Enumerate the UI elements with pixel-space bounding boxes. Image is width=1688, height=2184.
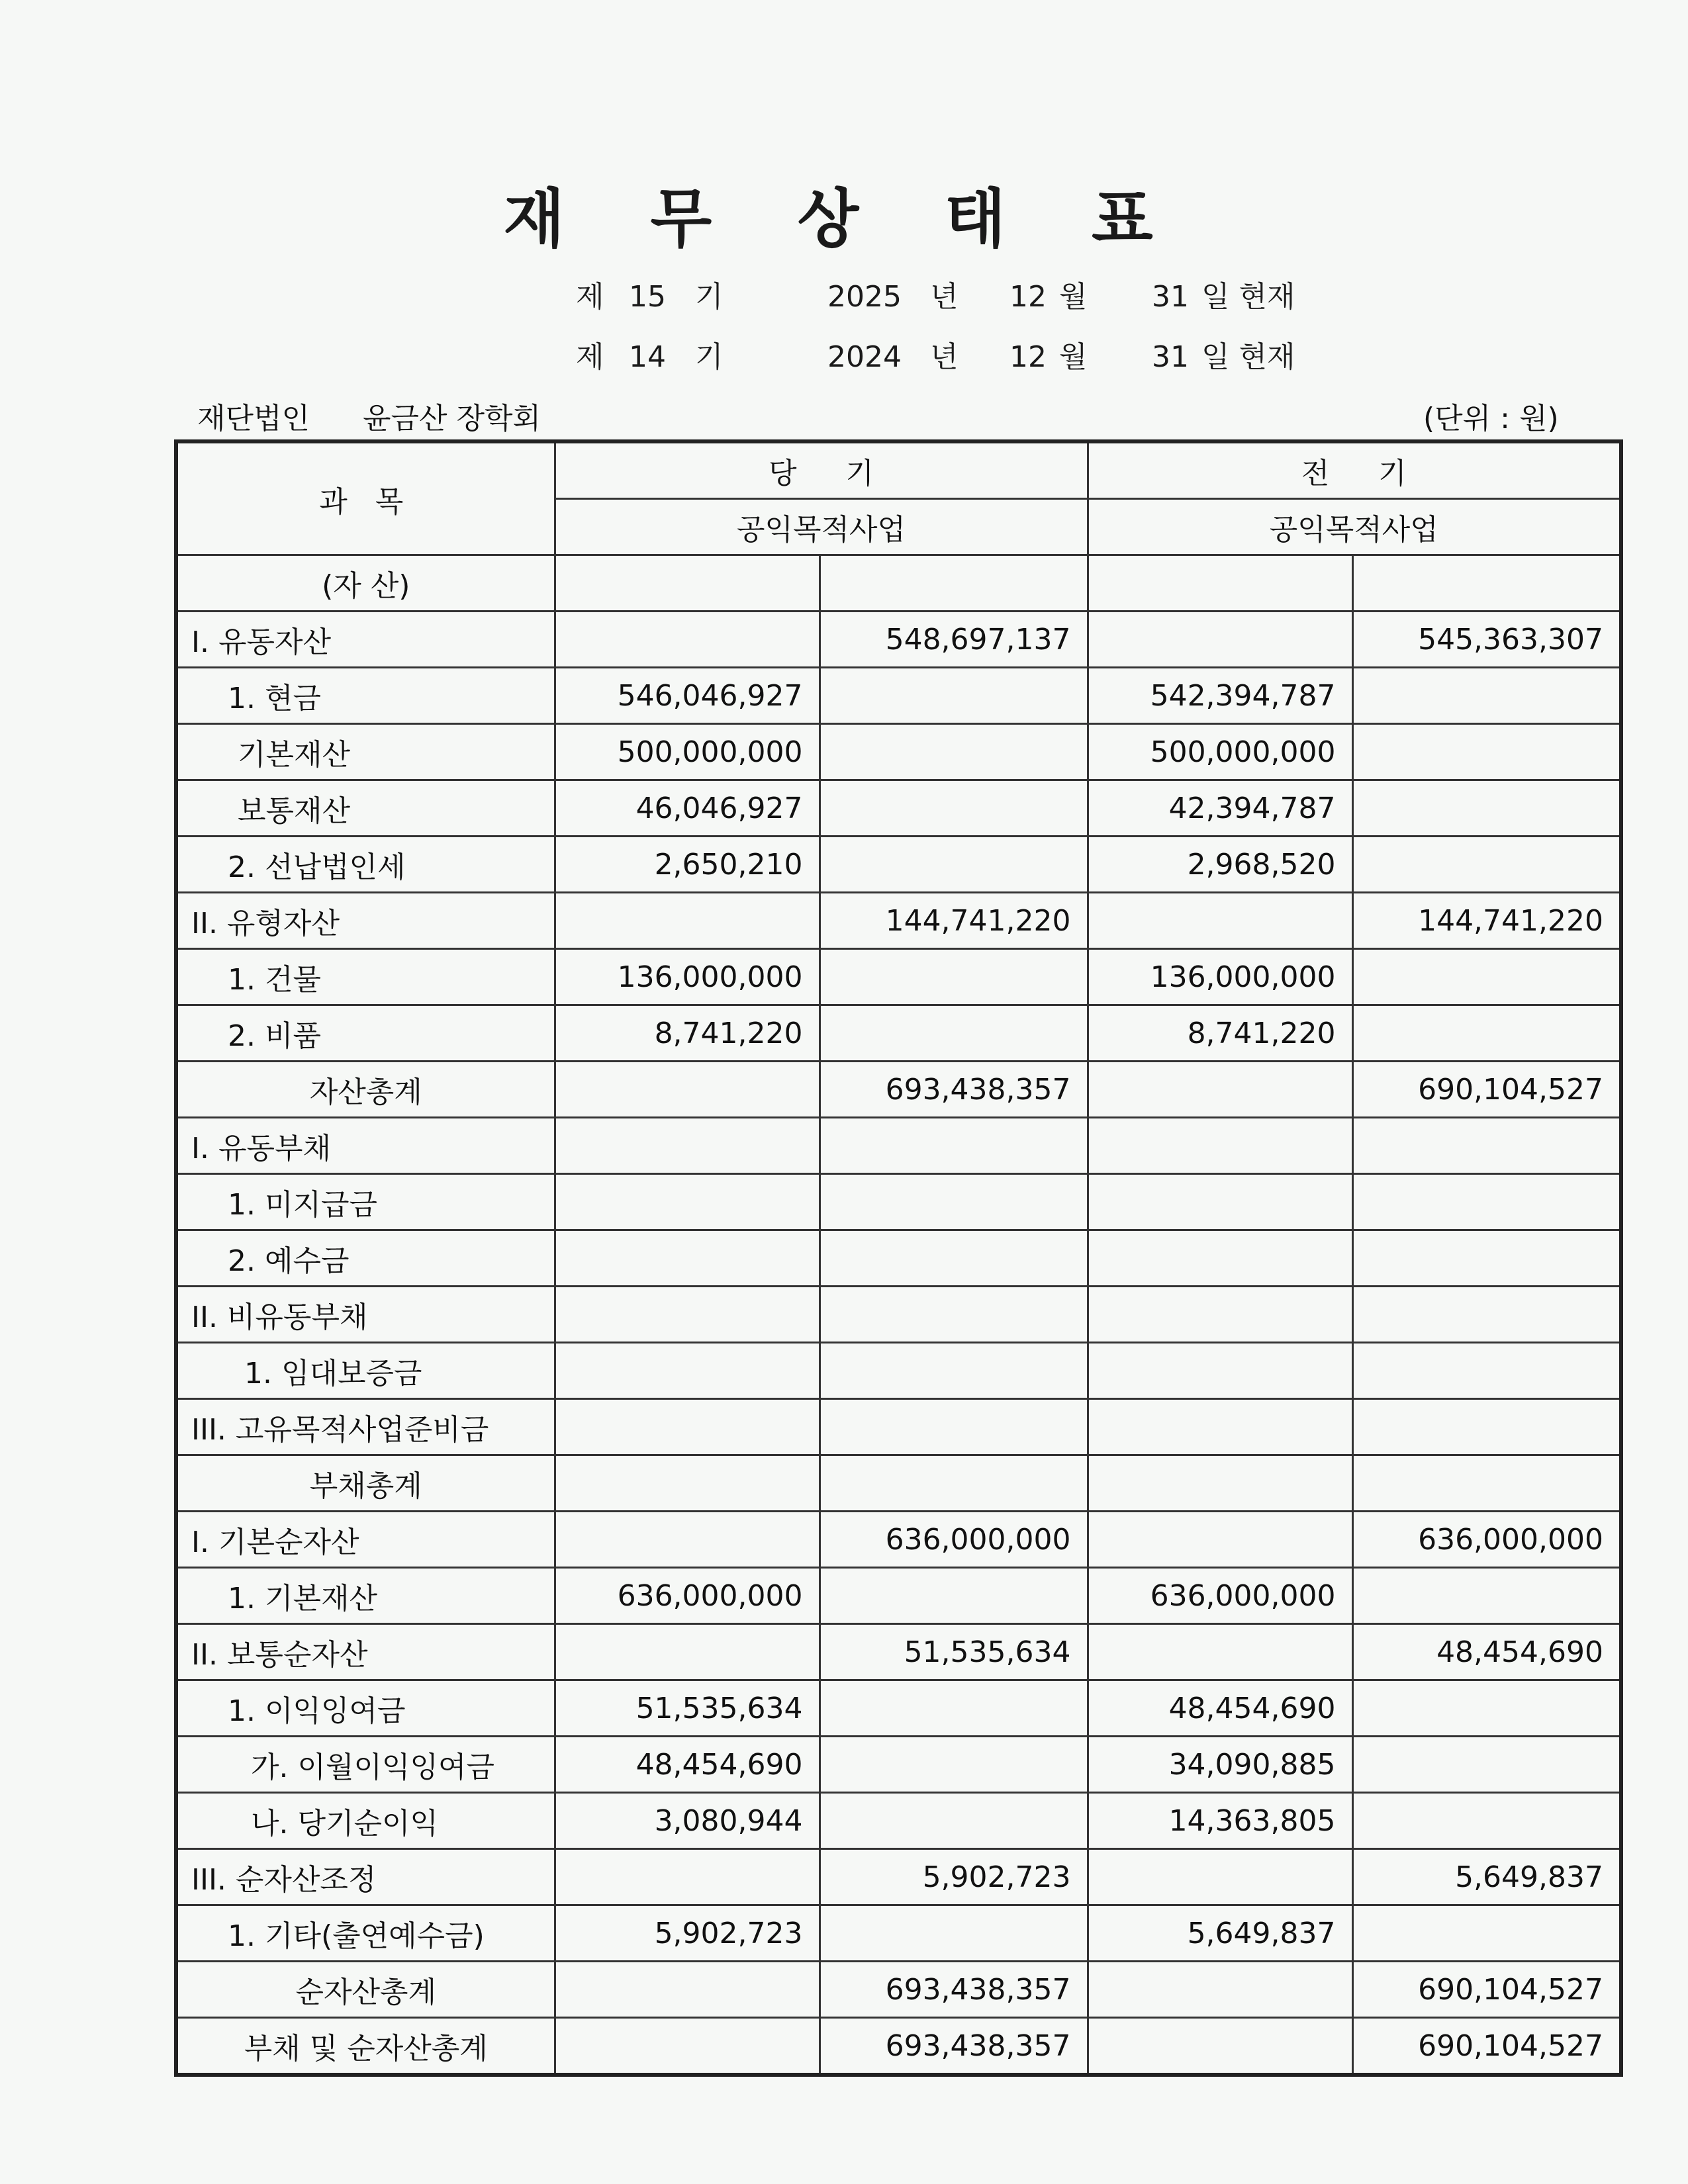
header-previous-sub: 공익목적사업 bbox=[1088, 499, 1621, 555]
table-row bbox=[176, 1568, 1621, 1624]
amount-c1 bbox=[555, 1174, 820, 1230]
amount-c1: 48,454,690 bbox=[555, 1737, 820, 1793]
amount-c1: 546,046,927 bbox=[555, 668, 820, 724]
amount-c1 bbox=[555, 1343, 820, 1399]
row-label: 기본재산 bbox=[176, 724, 555, 780]
amount-p2 bbox=[1352, 1287, 1621, 1343]
amount-p2 bbox=[1352, 1793, 1621, 1849]
period-day: 31 bbox=[1152, 340, 1189, 374]
amount-c2 bbox=[820, 724, 1088, 780]
amount-c2 bbox=[820, 949, 1088, 1005]
amount-p2 bbox=[1352, 1343, 1621, 1399]
amount-c2 bbox=[820, 1680, 1088, 1737]
period-gi: 기 bbox=[695, 340, 724, 374]
amount-p1 bbox=[1088, 893, 1352, 949]
amount-p2 bbox=[1352, 1905, 1621, 1962]
amount-c1 bbox=[555, 1230, 820, 1287]
amount-p1: 14,363,805 bbox=[1088, 1793, 1352, 1849]
amount-p1: 136,000,000 bbox=[1088, 949, 1352, 1005]
period-number: 15 bbox=[629, 280, 666, 314]
row-label: 2. 비품 bbox=[176, 1005, 555, 1062]
table-row bbox=[176, 1399, 1621, 1455]
amount-p2 bbox=[1352, 837, 1621, 893]
amount-c2: 693,438,357 bbox=[820, 1962, 1088, 2018]
amount-p1 bbox=[1088, 1849, 1352, 1905]
organization bbox=[197, 394, 541, 437]
period-year: 2024 bbox=[827, 340, 902, 374]
period-suffix: 일 현재 bbox=[1201, 280, 1295, 314]
amount-c1: 8,741,220 bbox=[555, 1005, 820, 1062]
table-row bbox=[176, 668, 1621, 724]
amount-p2 bbox=[1352, 1174, 1621, 1230]
period-je: 제 bbox=[576, 340, 604, 374]
amount-p1: 5,649,837 bbox=[1088, 1905, 1352, 1962]
table-row bbox=[176, 1737, 1621, 1793]
table-row bbox=[176, 1118, 1621, 1174]
amount-c2 bbox=[820, 1568, 1088, 1624]
amount-p2: 690,104,527 bbox=[1352, 1962, 1621, 2018]
table-row bbox=[176, 1793, 1621, 1849]
row-label: 1. 이익잉여금 bbox=[176, 1680, 555, 1737]
amount-p2 bbox=[1352, 668, 1621, 724]
period-je: 제 bbox=[576, 280, 604, 314]
amount-p1 bbox=[1088, 1455, 1352, 1512]
header-subject: 과 목 bbox=[176, 441, 555, 555]
amount-c1 bbox=[555, 555, 820, 612]
amount-c1 bbox=[555, 1624, 820, 1680]
amount-p2 bbox=[1352, 1455, 1621, 1512]
amount-c2: 693,438,357 bbox=[820, 1062, 1088, 1118]
header-previous: 전 기 bbox=[1088, 441, 1621, 499]
amount-p1 bbox=[1088, 1962, 1352, 2018]
amount-p2 bbox=[1352, 555, 1621, 612]
amount-c2 bbox=[820, 1399, 1088, 1455]
amount-p1 bbox=[1088, 1512, 1352, 1568]
row-label: 나. 당기순이익 bbox=[176, 1793, 555, 1849]
amount-c1 bbox=[555, 1455, 820, 1512]
amount-p2: 144,741,220 bbox=[1352, 893, 1621, 949]
amount-c2 bbox=[820, 1287, 1088, 1343]
amount-p1 bbox=[1088, 1343, 1352, 1399]
amount-c2 bbox=[820, 555, 1088, 612]
row-label: 2. 예수금 bbox=[176, 1230, 555, 1287]
amount-p1 bbox=[1088, 612, 1352, 668]
amount-c1 bbox=[555, 1512, 820, 1568]
row-label: II. 비유동부채 bbox=[176, 1287, 555, 1343]
amount-p1: 34,090,885 bbox=[1088, 1737, 1352, 1793]
table-row bbox=[176, 1455, 1621, 1512]
amount-c1: 636,000,000 bbox=[555, 1568, 820, 1624]
amount-p2 bbox=[1352, 1680, 1621, 1737]
amount-p1: 500,000,000 bbox=[1088, 724, 1352, 780]
table-row bbox=[176, 1174, 1621, 1230]
amount-c2: 5,902,723 bbox=[820, 1849, 1088, 1905]
amount-c2 bbox=[820, 668, 1088, 724]
amount-c1: 51,535,634 bbox=[555, 1680, 820, 1737]
period-year: 2025 bbox=[827, 280, 902, 314]
period-gi: 기 bbox=[695, 280, 724, 314]
amount-p1 bbox=[1088, 1174, 1352, 1230]
period-month: 12 bbox=[1009, 340, 1047, 374]
table-row bbox=[176, 1905, 1621, 1962]
row-label: 1. 건물 bbox=[176, 949, 555, 1005]
amount-c2 bbox=[820, 1455, 1088, 1512]
amount-c2: 51,535,634 bbox=[820, 1624, 1088, 1680]
amount-p1 bbox=[1088, 1062, 1352, 1118]
row-label: 2. 선납법인세 bbox=[176, 837, 555, 893]
amount-c1 bbox=[555, 1849, 820, 1905]
amount-p2: 690,104,527 bbox=[1352, 1062, 1621, 1118]
row-label: 1. 기타(출연예수금) bbox=[176, 1905, 555, 1962]
table-row bbox=[176, 612, 1621, 668]
table-row bbox=[176, 1680, 1621, 1737]
header-current: 당 기 bbox=[555, 441, 1088, 499]
period-previous bbox=[576, 333, 1295, 375]
amount-c1 bbox=[555, 1062, 820, 1118]
amount-p2: 48,454,690 bbox=[1352, 1624, 1621, 1680]
org-name: 윤금산 장학회 bbox=[363, 402, 541, 435]
table-row bbox=[176, 2018, 1621, 2075]
amount-p1: 542,394,787 bbox=[1088, 668, 1352, 724]
amount-c2 bbox=[820, 780, 1088, 837]
period-nyeon: 년 bbox=[930, 280, 959, 314]
amount-c2 bbox=[820, 1174, 1088, 1230]
period-wol: 월 bbox=[1059, 340, 1088, 374]
amount-c2 bbox=[820, 1793, 1088, 1849]
amount-p2 bbox=[1352, 949, 1621, 1005]
table-row bbox=[176, 893, 1621, 949]
amount-p1 bbox=[1088, 1624, 1352, 1680]
row-label: 가. 이월이익잉여금 bbox=[176, 1737, 555, 1793]
amount-c1 bbox=[555, 1399, 820, 1455]
amount-p1 bbox=[1088, 1399, 1352, 1455]
amount-c1 bbox=[555, 612, 820, 668]
table-row bbox=[176, 555, 1621, 612]
row-label: 1. 현금 bbox=[176, 668, 555, 724]
row-label: 1. 미지급금 bbox=[176, 1174, 555, 1230]
amount-p2 bbox=[1352, 1118, 1621, 1174]
amount-c2 bbox=[820, 1905, 1088, 1962]
amount-c1: 500,000,000 bbox=[555, 724, 820, 780]
unit-label: (단위 : 원) bbox=[1423, 402, 1559, 435]
period-current bbox=[576, 273, 1295, 315]
period-day: 31 bbox=[1152, 280, 1189, 314]
amount-c2: 636,000,000 bbox=[820, 1512, 1088, 1568]
table-row bbox=[176, 1962, 1621, 2018]
period-wol: 월 bbox=[1059, 280, 1088, 314]
amount-c2 bbox=[820, 837, 1088, 893]
amount-c1: 5,902,723 bbox=[555, 1905, 820, 1962]
amount-c2: 144,741,220 bbox=[820, 893, 1088, 949]
period-month: 12 bbox=[1009, 280, 1047, 314]
page-title: 재 무 상 태 표 bbox=[503, 182, 1185, 256]
amount-p1 bbox=[1088, 555, 1352, 612]
amount-c2 bbox=[820, 1230, 1088, 1287]
row-label: III. 순자산조정 bbox=[176, 1849, 555, 1905]
header-current-sub: 공익목적사업 bbox=[555, 499, 1088, 555]
amount-p2 bbox=[1352, 724, 1621, 780]
amount-p2 bbox=[1352, 780, 1621, 837]
amount-c1: 2,650,210 bbox=[555, 837, 820, 893]
row-label: III. 고유목적사업준비금 bbox=[176, 1399, 555, 1455]
amount-p1: 48,454,690 bbox=[1088, 1680, 1352, 1737]
row-label: (자 산) bbox=[176, 555, 555, 612]
table-row bbox=[176, 949, 1621, 1005]
amount-p2 bbox=[1352, 1005, 1621, 1062]
amount-c1 bbox=[555, 1287, 820, 1343]
amount-p1: 2,968,520 bbox=[1088, 837, 1352, 893]
row-label: 1. 기본재산 bbox=[176, 1568, 555, 1624]
amount-c1: 136,000,000 bbox=[555, 949, 820, 1005]
row-label: 부채총계 bbox=[176, 1455, 555, 1512]
amount-p1 bbox=[1088, 1230, 1352, 1287]
amount-p1 bbox=[1088, 1118, 1352, 1174]
row-label: I. 기본순자산 bbox=[176, 1512, 555, 1568]
amount-p2: 5,649,837 bbox=[1352, 1849, 1621, 1905]
amount-p2: 690,104,527 bbox=[1352, 2018, 1621, 2075]
row-label: II. 유형자산 bbox=[176, 893, 555, 949]
amount-c2 bbox=[820, 1737, 1088, 1793]
balance-sheet-table bbox=[174, 439, 1623, 2077]
amount-c1: 3,080,944 bbox=[555, 1793, 820, 1849]
amount-c1: 46,046,927 bbox=[555, 780, 820, 837]
table-row bbox=[176, 1005, 1621, 1062]
amount-c2 bbox=[820, 1343, 1088, 1399]
amount-p2 bbox=[1352, 1230, 1621, 1287]
table-row bbox=[176, 1343, 1621, 1399]
row-label: I. 유동자산 bbox=[176, 612, 555, 668]
amount-c2: 548,697,137 bbox=[820, 612, 1088, 668]
amount-c1 bbox=[555, 2018, 820, 2075]
table-row bbox=[176, 1624, 1621, 1680]
table-row bbox=[176, 1849, 1621, 1905]
amount-c1 bbox=[555, 893, 820, 949]
table-row bbox=[176, 1062, 1621, 1118]
row-label: II. 보통순자산 bbox=[176, 1624, 555, 1680]
amount-p2 bbox=[1352, 1399, 1621, 1455]
period-nyeon: 년 bbox=[930, 340, 959, 374]
amount-p1: 636,000,000 bbox=[1088, 1568, 1352, 1624]
amount-c1 bbox=[555, 1962, 820, 2018]
table-row bbox=[176, 780, 1621, 837]
row-label: 부채 및 순자산총계 bbox=[176, 2018, 555, 2075]
amount-p2: 636,000,000 bbox=[1352, 1512, 1621, 1568]
amount-c1 bbox=[555, 1118, 820, 1174]
period-suffix: 일 현재 bbox=[1201, 340, 1295, 374]
amount-c2: 693,438,357 bbox=[820, 2018, 1088, 2075]
table-row bbox=[176, 724, 1621, 780]
org-type: 재단법인 bbox=[197, 402, 310, 435]
table-row bbox=[176, 1230, 1621, 1287]
amount-p2 bbox=[1352, 1568, 1621, 1624]
amount-c2 bbox=[820, 1005, 1088, 1062]
amount-c2 bbox=[820, 1118, 1088, 1174]
amount-p2 bbox=[1352, 1737, 1621, 1793]
period-number: 14 bbox=[629, 340, 666, 374]
row-label: 보통재산 bbox=[176, 780, 555, 837]
table-row bbox=[176, 837, 1621, 893]
amount-p2: 545,363,307 bbox=[1352, 612, 1621, 668]
amount-p1 bbox=[1088, 1287, 1352, 1343]
amount-p1: 42,394,787 bbox=[1088, 780, 1352, 837]
table-row bbox=[176, 1512, 1621, 1568]
amount-p1: 8,741,220 bbox=[1088, 1005, 1352, 1062]
row-label: 순자산총계 bbox=[176, 1962, 555, 2018]
row-label: 1. 임대보증금 bbox=[176, 1343, 555, 1399]
row-label: 자산총계 bbox=[176, 1062, 555, 1118]
row-label: I. 유동부채 bbox=[176, 1118, 555, 1174]
amount-p1 bbox=[1088, 2018, 1352, 2075]
table-row bbox=[176, 1287, 1621, 1343]
